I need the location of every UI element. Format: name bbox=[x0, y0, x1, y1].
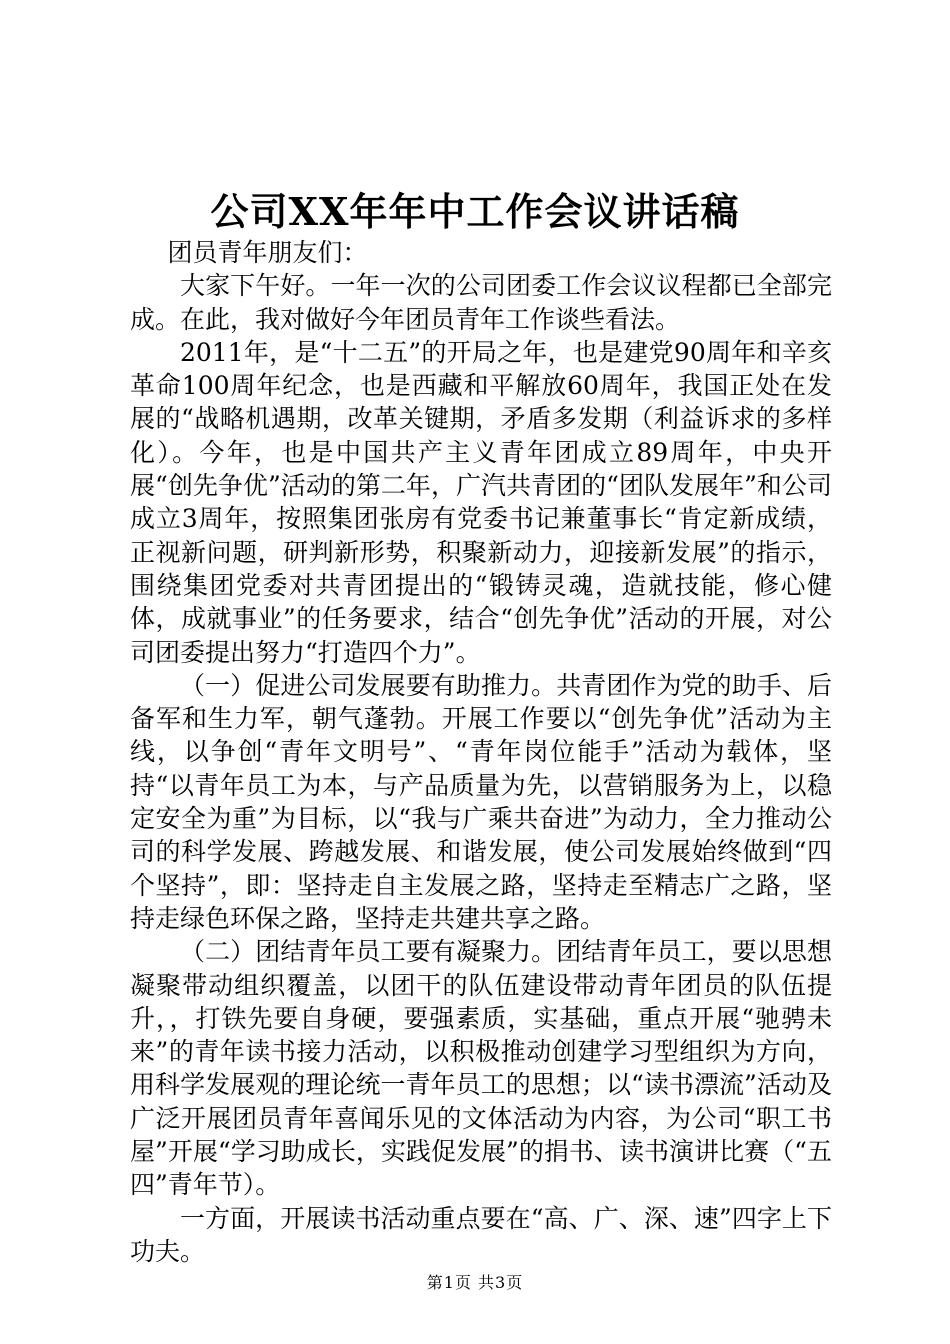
document-body bbox=[130, 236, 832, 1268]
document-title: 公司XX年年中工作会议讲话稿 bbox=[210, 189, 740, 234]
paragraph-opening: 大家下午好。一年一次的公司团委工作会议议程都已全部完成。在此，我对做好今年团员青年工作谈些看法。 bbox=[130, 271, 832, 334]
paragraph-section-two: （二）团结青年员工要有凝聚力。团结青年员工，要以思想凝聚带动组织覆盖，以团干的队伍建设带动青年团员的队伍提升，，打铁先要自身硬，要强素质，实基础，重点开展“驰骋未来”的青年读书接力活动，以积极推动创建学习型组织为方向，用科学发展观的理论统一青年员工的思想；以“读书漂流”活动及广泛开展团员青年喜闻乐见的文体活动为内容，为公司“职工书屋”开展“学习助成长，实践促发展”的捐书、读书演讲比赛（“五四”青年节）。 bbox=[130, 937, 832, 1200]
paragraph-background: 2011年，是“十二五”的开局之年，也是建党90周年和辛亥革命100周年纪念，也是西藏和平解放60周年，我国正处在发展的“战略机遇期，改革关键期，矛盾多发期（利益诉求的多样化）。今年，也是中国共产主义青年团成立89周年，中央开展“创先争优”活动的第二年，广汽共青团的“团队发展年”和公司成立3周年，按照集团张房有党委书记兼董事长“肯定新成绩，正视新问题，研判新形势，积聚新动力，迎接新发展”的指示，围绕集团党委对共青团提出的“锻铸灵魂，造就技能，修心健体，成就事业”的任务要求，结合“创先争优”活动的开展，对公司团委提出努力“打造四个力”。 bbox=[130, 337, 832, 667]
page-number-footer: 第1页 共3页 bbox=[426, 1273, 524, 1292]
paragraph-section-one: （一）促进公司发展要有助推力。共青团作为党的助手、后备军和生力军，朝气蓬勃。开展工作要以“创先争优”活动为主线，以争创“青年文明号”、“青年岗位能手”活动为载体，坚持“以青年员工为本，与产品质量为先，以营销服务为上，以稳定安全为重”为目标，以“我与广乘共奋进”为动力，全力推动公司的科学发展、跨越发展、和谐发展，使公司发展始终做到“四个坚持”，即：坚持走自主发展之路，坚持走至精志广之路，坚持走绿色环保之路，坚持走共建共享之路。 bbox=[130, 670, 832, 933]
paragraph-greeting: 团员青年朋友们： bbox=[167, 238, 368, 267]
paragraph-reading-activity: 一方面，开展读书活动重点要在“高、广、深、速”四字上下功夫。 bbox=[130, 1203, 832, 1266]
